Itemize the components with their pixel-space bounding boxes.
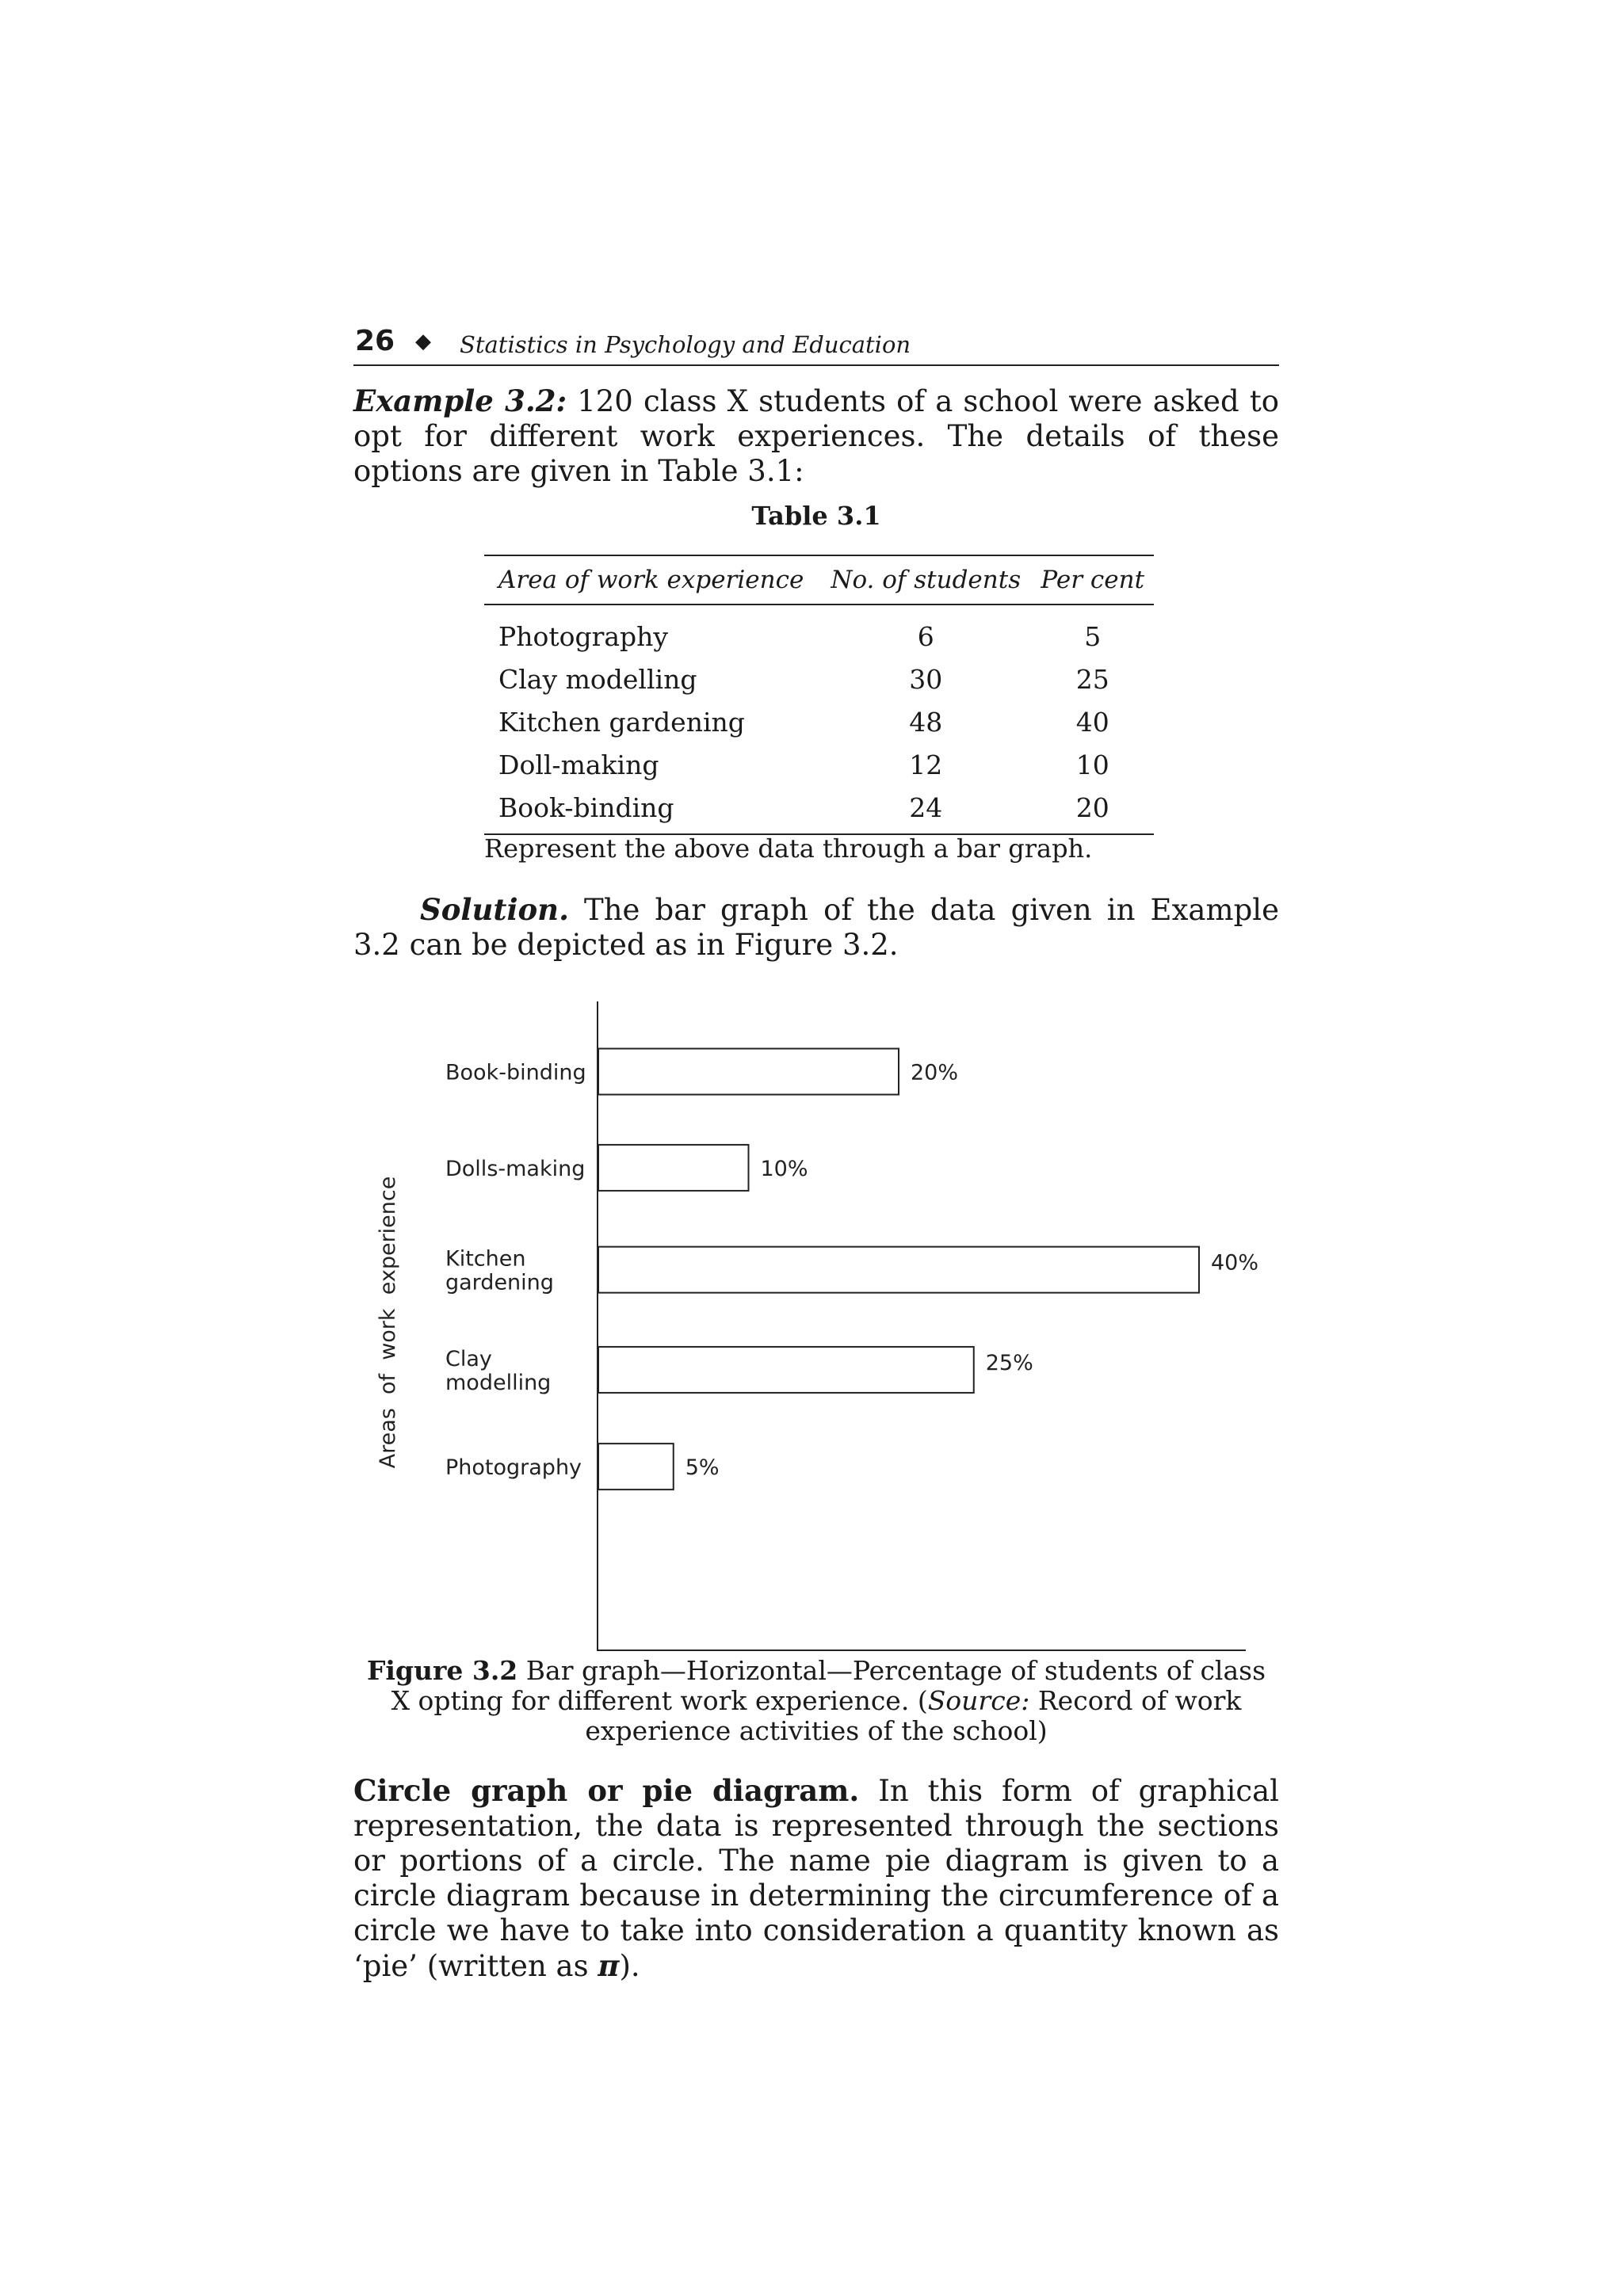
bar-chart [353,1001,1279,1651]
bar [598,1347,974,1393]
table-title: Table 3.1 [751,501,881,531]
bar [598,1247,1199,1293]
bar-value-label: 5% [685,1455,720,1481]
bar [598,1444,674,1489]
category-label-line: Book-binding [445,1060,586,1085]
row-percent: 5 [1084,620,1102,652]
circle-graph-paragraph [353,1773,1279,1984]
row-students: 24 [820,786,1032,834]
bar [598,1145,749,1191]
solution-paragraph [353,892,1279,963]
table-instruction: Represent the above data through a bar graph. [484,833,1093,864]
category-label [445,1347,551,1395]
row-students: 30 [909,663,943,695]
example-text: 120 class X students of a school were asked to opt for different work experiences. The details of these options are given in Table 3.1: [353,384,1279,488]
table-row [484,658,1154,700]
category-label-line: modelling [445,1370,552,1395]
table-row [484,786,1154,834]
solution-text: The bar graph of the data given in Example 3.2 can be depicted as in Figure 3.2. [353,893,1279,962]
row-students: 12 [909,749,943,780]
category-label-line: Clay [445,1346,492,1371]
row-percent: 20 [1031,786,1154,834]
pi-symbol: π [598,1948,620,1983]
caption-label: Figure 3.2 [366,1655,518,1686]
table-row [484,700,1154,743]
caption-source-label: Source: [927,1685,1030,1716]
category-label [445,1247,554,1295]
row-students: 6 [917,620,934,652]
row-area: Clay modelling [498,663,697,695]
row-area: Book-binding [484,786,820,834]
row-area: Doll-making [498,749,659,780]
row-area: Photography [498,620,669,652]
row-percent: 10 [1075,749,1109,780]
category-label [445,1455,582,1480]
bar-value-label: 20% [911,1060,959,1085]
category-label-line: gardening [445,1270,554,1295]
table-row [484,605,1154,658]
solution-label: Solution. [420,892,569,927]
example-paragraph [353,383,1279,489]
running-title: Statistics in Psychology and Education [460,331,911,358]
bar-value-label: 40% [1211,1250,1259,1276]
table-header-row [484,555,1154,605]
row-percent: 25 [1075,663,1109,695]
table-row [484,743,1154,786]
y-axis-label: Areas of work experience [376,1176,400,1469]
running-header [353,320,1279,366]
page-number: 26 [355,325,395,357]
circle-graph-label: Circle graph or pie diagram. [353,1773,860,1808]
caption-text: Bar graph—Horizontal—Percentage of students of class X opting for different work experience. ( [391,1655,1266,1716]
category-label-line: Kitchen [445,1246,526,1272]
row-students: 48 [909,706,943,738]
header-students: No. of students [820,555,1032,605]
category-label [445,1157,585,1181]
circle-graph-end: ). [619,1949,640,1983]
circle-graph-text: In this form of graphical representation, the data is represented through the sections or portions of a circle. The name pie diagram is given to a circle diagram because in determining the circumference of a circle we have to take into consideration a quantity known as ‘pie’ (written as [353,1774,1279,1983]
figure-caption [353,1656,1279,1746]
row-percent: 40 [1075,706,1109,738]
example-label: Example 3.2: [353,383,567,418]
bar-value-label: 25% [985,1350,1033,1375]
diamond-icon: ◆ [415,330,431,353]
bar-value-label: 10% [760,1156,808,1181]
category-label [445,1061,586,1085]
row-area: Kitchen gardening [498,706,745,738]
category-label-line: Photography [445,1455,582,1481]
work-experience-table [484,555,1154,835]
header-percent: Per cent [1031,555,1154,605]
bar [598,1049,899,1095]
caption-source-text: Record of work experience activities of the school) [585,1685,1242,1746]
category-label-line: Dolls-making [445,1156,586,1181]
header-area: Area of work experience [484,555,820,605]
